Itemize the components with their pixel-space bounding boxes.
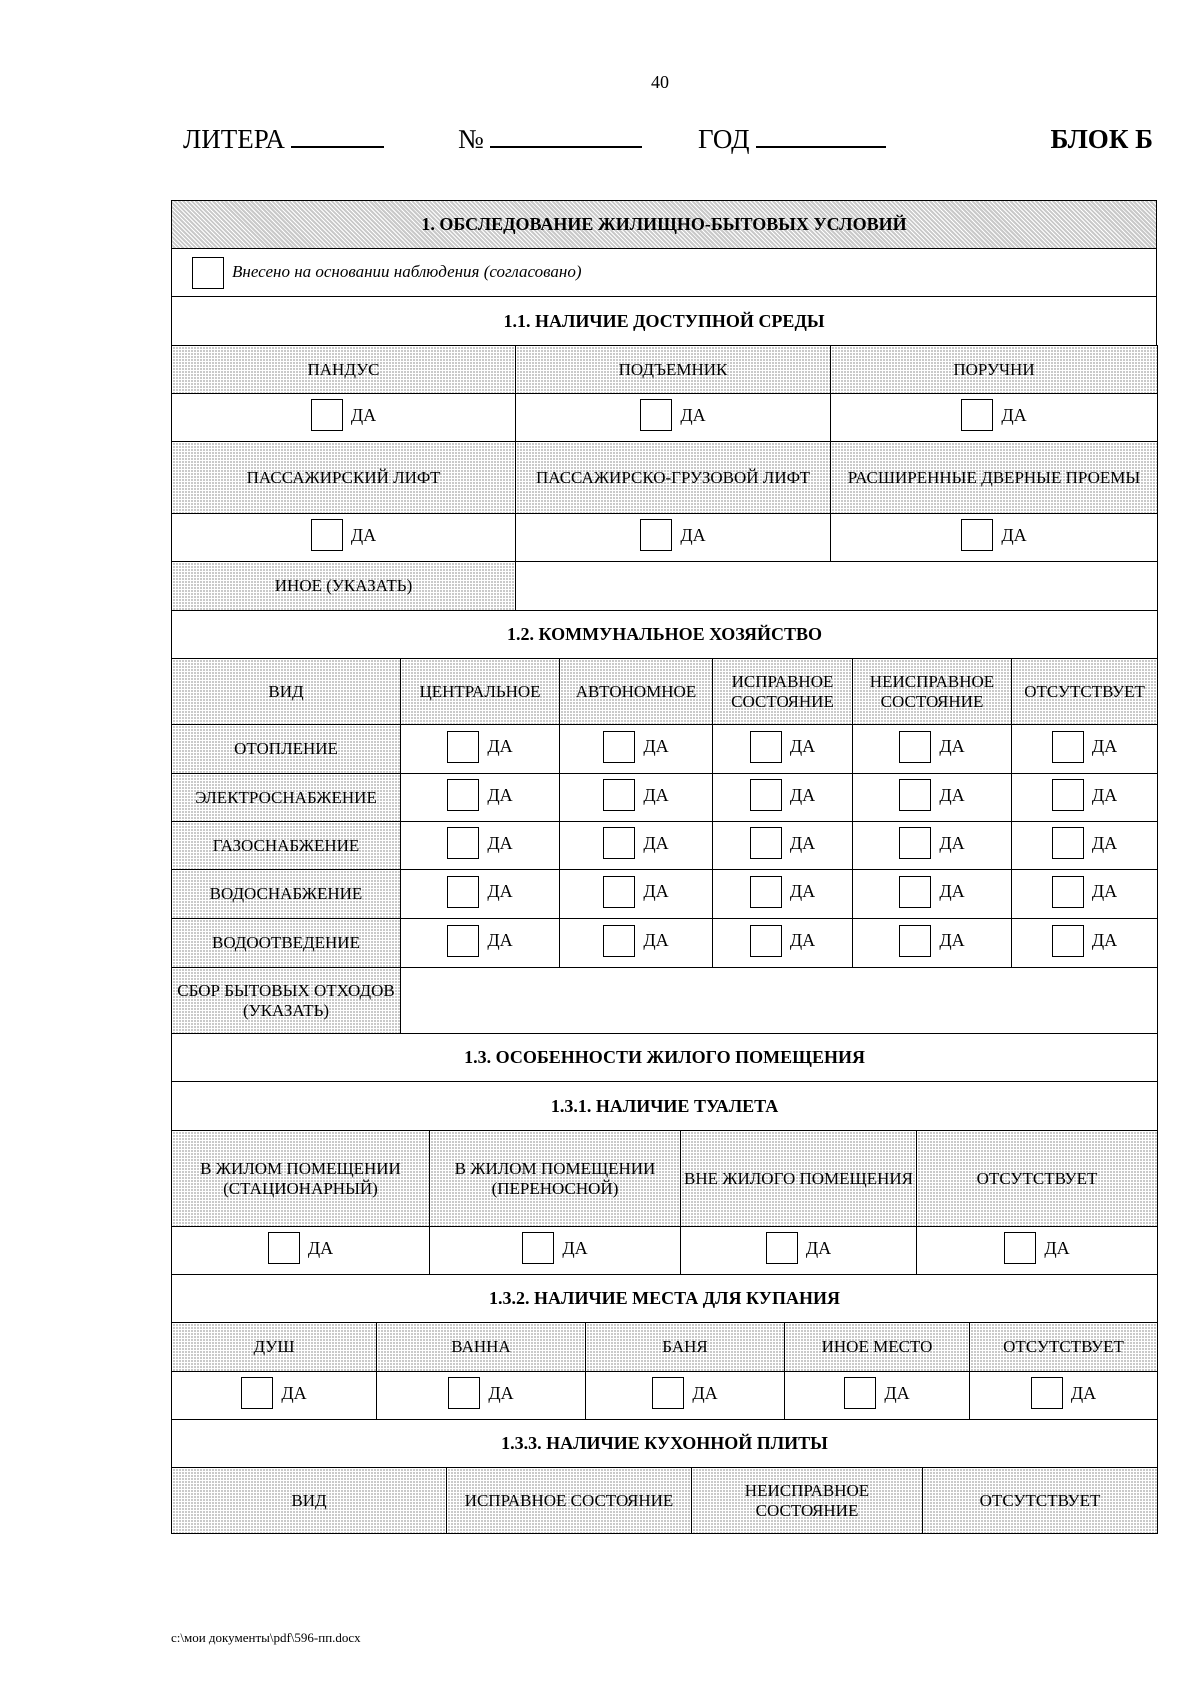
bathing-table (171, 1322, 1158, 1468)
stove-col-absent: ОТСУТСТВУЕТ (923, 1468, 1158, 1534)
waste-label: СБОР БЫТОВЫХ ОТХОДОВ (УКАЗАТЬ) (172, 968, 401, 1034)
utilities-col-central: ЦЕНТРАЛЬНОЕ (401, 659, 560, 725)
water-working-checkbox[interactable] (750, 876, 782, 908)
yes-label: ДА (805, 1237, 832, 1258)
water-autonomous-checkbox[interactable] (603, 876, 635, 908)
gas-broken-checkbox[interactable] (899, 827, 931, 859)
observation-checkbox[interactable] (192, 257, 224, 289)
env-table (171, 345, 1158, 611)
yes-label: ДА (643, 784, 669, 805)
ramp-yes-checkbox[interactable] (311, 399, 343, 431)
bathing-shower-checkbox[interactable] (241, 1377, 273, 1409)
number-field[interactable] (458, 124, 642, 155)
yes-label: ДА (1091, 784, 1118, 805)
year-field[interactable] (698, 124, 886, 155)
env-lift-platform-cell (516, 394, 831, 442)
utilities-row-label: ВОДООТВЕДЕНИЕ (172, 919, 401, 968)
observation-note-row (172, 249, 1157, 297)
env-other-label: ИНОЕ (УКАЗАТЬ) (172, 562, 516, 611)
bathing-absent-checkbox[interactable] (1031, 1377, 1063, 1409)
env-handrails-cell (831, 394, 1158, 442)
toilet-table (171, 1130, 1158, 1323)
utilities-table (171, 610, 1158, 1131)
page-number: 40 (651, 72, 669, 92)
yes-label: ДА (939, 832, 965, 853)
water-broken-checkbox[interactable] (899, 876, 931, 908)
year-line[interactable] (756, 124, 886, 148)
yes-label: ДА (1001, 404, 1027, 425)
utilities-row-label: ОТОПЛЕНИЕ (172, 725, 401, 774)
bathing-col-bath: ВАННА (377, 1323, 586, 1372)
yes-label: ДА (281, 1382, 307, 1403)
utilities-row-label: ВОДОСНАБЖЕНИЕ (172, 870, 401, 919)
sewage-absent-checkbox[interactable] (1052, 925, 1084, 957)
yes-label: ДА (1044, 1237, 1070, 1258)
heating-autonomous-checkbox[interactable] (603, 731, 635, 763)
yes-label: ДА (789, 736, 816, 756)
bathing-other-checkbox[interactable] (844, 1377, 876, 1409)
stove-table (171, 1467, 1158, 1534)
freight-lift-yes-checkbox[interactable] (640, 519, 672, 551)
survey-form-body (171, 200, 1157, 1534)
number-label: № (458, 124, 484, 154)
yes-label: ДА (1070, 1382, 1097, 1403)
yes-label: ДА (939, 930, 965, 950)
electricity-central-checkbox[interactable] (447, 779, 479, 811)
yes-label: ДА (1001, 524, 1027, 545)
env-ramp-cell (172, 394, 516, 442)
wide-doors-yes-checkbox[interactable] (961, 519, 993, 551)
stove-title: 1.3.3. НАЛИЧИЕ КУХОННОЙ ПЛИТЫ (172, 1420, 1158, 1468)
env-col-passenger-lift: ПАССАЖИРСКИЙ ЛИФТ (172, 442, 516, 514)
yes-label: ДА (680, 524, 706, 545)
yes-label: ДА (789, 832, 816, 853)
sewage-working-checkbox[interactable] (750, 925, 782, 957)
yes-label: ДА (350, 524, 377, 545)
env-col-freight-lift: ПАССАЖИРСКО-ГРУЗОВОЙ ЛИФТ (516, 442, 831, 514)
gas-central-checkbox[interactable] (447, 827, 479, 859)
env-other-input[interactable] (516, 562, 1158, 611)
utilities-col-absent: ОТСУТСТВУЕТ (1012, 659, 1158, 725)
yes-label: ДА (350, 404, 377, 425)
toilet-absent-checkbox[interactable] (1004, 1232, 1036, 1264)
yes-label: ДА (789, 784, 816, 805)
electricity-absent-checkbox[interactable] (1052, 779, 1084, 811)
heating-working-checkbox[interactable] (750, 731, 782, 763)
yes-label: ДА (692, 1382, 718, 1403)
yes-label: ДА (562, 1237, 588, 1258)
gas-autonomous-checkbox[interactable] (603, 827, 635, 859)
toilet-stationary-checkbox[interactable] (268, 1232, 300, 1264)
bathing-title: 1.3.2. НАЛИЧИЕ МЕСТА ДЛЯ КУПАНИЯ (172, 1275, 1158, 1323)
bathing-col-absent: ОТСУТСТВУЕТ (970, 1323, 1158, 1372)
heating-absent-checkbox[interactable] (1052, 731, 1084, 763)
env-passenger-lift-cell (172, 514, 516, 562)
yes-label: ДА (643, 736, 669, 756)
yes-label: ДА (307, 1237, 334, 1258)
footer-file-path: c:\мои документы\pdf\596-пп.docx (171, 1630, 361, 1645)
heating-broken-checkbox[interactable] (899, 731, 931, 763)
bathing-sauna-checkbox[interactable] (652, 1377, 684, 1409)
utilities-title: 1.2. КОММУНАЛЬНОЕ ХОЗЯЙСТВО (172, 611, 1158, 659)
electricity-autonomous-checkbox[interactable] (603, 779, 635, 811)
observation-note: Внесено на основании наблюдения (согласовано) (232, 261, 582, 281)
utilities-row-gas (172, 822, 1158, 870)
year-label: ГОД (698, 124, 750, 154)
gas-absent-checkbox[interactable] (1052, 827, 1084, 859)
env-col-ramp: ПАНДУС (172, 346, 516, 394)
yes-label: ДА (487, 736, 513, 756)
yes-label: ДА (487, 784, 513, 805)
form-header (183, 124, 1153, 164)
stove-col-broken: НЕИСПРАВНОЕ СОСТОЯНИЕ (692, 1468, 923, 1534)
toilet-outside-checkbox[interactable] (766, 1232, 798, 1264)
env-col-lift-platform: ПОДЪЕМНИК (516, 346, 831, 394)
utilities-row-sewage (172, 919, 1158, 968)
utilities-col-autonomous: АВТОНОМНОЕ (560, 659, 713, 725)
sewage-central-checkbox[interactable] (447, 925, 479, 957)
env-title: 1.1. НАЛИЧИЕ ДОСТУПНОЙ СРЕДЫ (172, 297, 1157, 346)
bathing-col-other: ИНОЕ МЕСТО (785, 1323, 970, 1372)
utilities-col-type: ВИД (172, 659, 401, 725)
features-title: 1.3. ОСОБЕННОСТИ ЖИЛОГО ПОМЕЩЕНИЯ (172, 1034, 1158, 1082)
env-wide-doors-cell (831, 514, 1158, 562)
utilities-row-label: ЭЛЕКТРОСНАБЖЕНИЕ (172, 774, 401, 822)
yes-label: ДА (487, 832, 513, 853)
env-col-wide-doors: РАСШИРЕННЫЕ ДВЕРНЫЕ ПРОЕМЫ (831, 442, 1158, 514)
utilities-col-working: ИСПРАВНОЕ СОСТОЯНИЕ (713, 659, 853, 725)
stove-col-type: ВИД (172, 1468, 447, 1534)
yes-label: ДА (1091, 930, 1118, 950)
env-freight-lift-cell (516, 514, 831, 562)
sewage-broken-checkbox[interactable] (899, 925, 931, 957)
yes-label: ДА (1091, 881, 1118, 901)
utilities-row-label: ГАЗОСНАБЖЕНИЕ (172, 822, 401, 870)
yes-label: ДА (939, 881, 965, 901)
litera-line[interactable] (291, 124, 384, 148)
toilet-col-portable: В ЖИЛОМ ПОМЕЩЕНИИ (ПЕРЕНОСНОЙ) (430, 1131, 681, 1227)
utilities-row-water (172, 870, 1158, 919)
yes-label: ДА (680, 404, 706, 425)
yes-label: ДА (1091, 736, 1118, 756)
section-1-title: 1. ОБСЛЕДОВАНИЕ ЖИЛИЩНО-БЫТОВЫХ УСЛОВИЙ (172, 201, 1157, 249)
utilities-row-electricity (172, 774, 1158, 822)
handrails-yes-checkbox[interactable] (961, 399, 993, 431)
yes-label: ДА (643, 881, 669, 901)
electricity-broken-checkbox[interactable] (899, 779, 931, 811)
block-label: БЛОК Б (1050, 124, 1153, 154)
bathing-col-shower: ДУШ (172, 1323, 377, 1372)
toilet-title: 1.3.1. НАЛИЧИЕ ТУАЛЕТА (172, 1082, 1158, 1131)
electricity-working-checkbox[interactable] (750, 779, 782, 811)
utilities-col-broken: НЕИСПРАВНОЕ СОСТОЯНИЕ (853, 659, 1012, 725)
yes-label: ДА (487, 881, 513, 901)
yes-label: ДА (643, 832, 669, 853)
toilet-col-stationary: В ЖИЛОМ ПОМЕЩЕНИИ (СТАЦИОНАРНЫЙ) (172, 1131, 430, 1227)
water-absent-checkbox[interactable] (1052, 876, 1084, 908)
sewage-autonomous-checkbox[interactable] (603, 925, 635, 957)
yes-label: ДА (789, 881, 816, 901)
yes-label: ДА (884, 1382, 910, 1403)
litera-label: ЛИТЕРА (183, 124, 285, 154)
heating-central-checkbox[interactable] (447, 731, 479, 763)
env-col-handrails: ПОРУЧНИ (831, 346, 1158, 394)
passenger-lift-yes-checkbox[interactable] (311, 519, 343, 551)
yes-label: ДА (789, 930, 816, 950)
litera-field[interactable] (183, 124, 384, 155)
yes-label: ДА (488, 1382, 514, 1403)
yes-label: ДА (487, 930, 513, 950)
waste-input[interactable] (401, 968, 1158, 1034)
yes-label: ДА (939, 736, 965, 756)
lift-platform-yes-checkbox[interactable] (640, 399, 672, 431)
yes-label: ДА (643, 930, 669, 950)
section-1-table (171, 200, 1157, 346)
number-line[interactable] (490, 124, 642, 148)
toilet-portable-checkbox[interactable] (522, 1232, 554, 1264)
toilet-col-absent: ОТСУТСТВУЕТ (917, 1131, 1158, 1227)
stove-col-working: ИСПРАВНОЕ СОСТОЯНИЕ (447, 1468, 692, 1534)
bathing-col-sauna: БАНЯ (586, 1323, 785, 1372)
utilities-row-heating (172, 725, 1158, 774)
bathing-bath-checkbox[interactable] (448, 1377, 480, 1409)
water-central-checkbox[interactable] (447, 876, 479, 908)
toilet-col-outside: ВНЕ ЖИЛОГО ПОМЕЩЕНИЯ (681, 1131, 917, 1227)
yes-label: ДА (939, 784, 965, 805)
yes-label: ДА (1091, 832, 1118, 853)
gas-working-checkbox[interactable] (750, 827, 782, 859)
